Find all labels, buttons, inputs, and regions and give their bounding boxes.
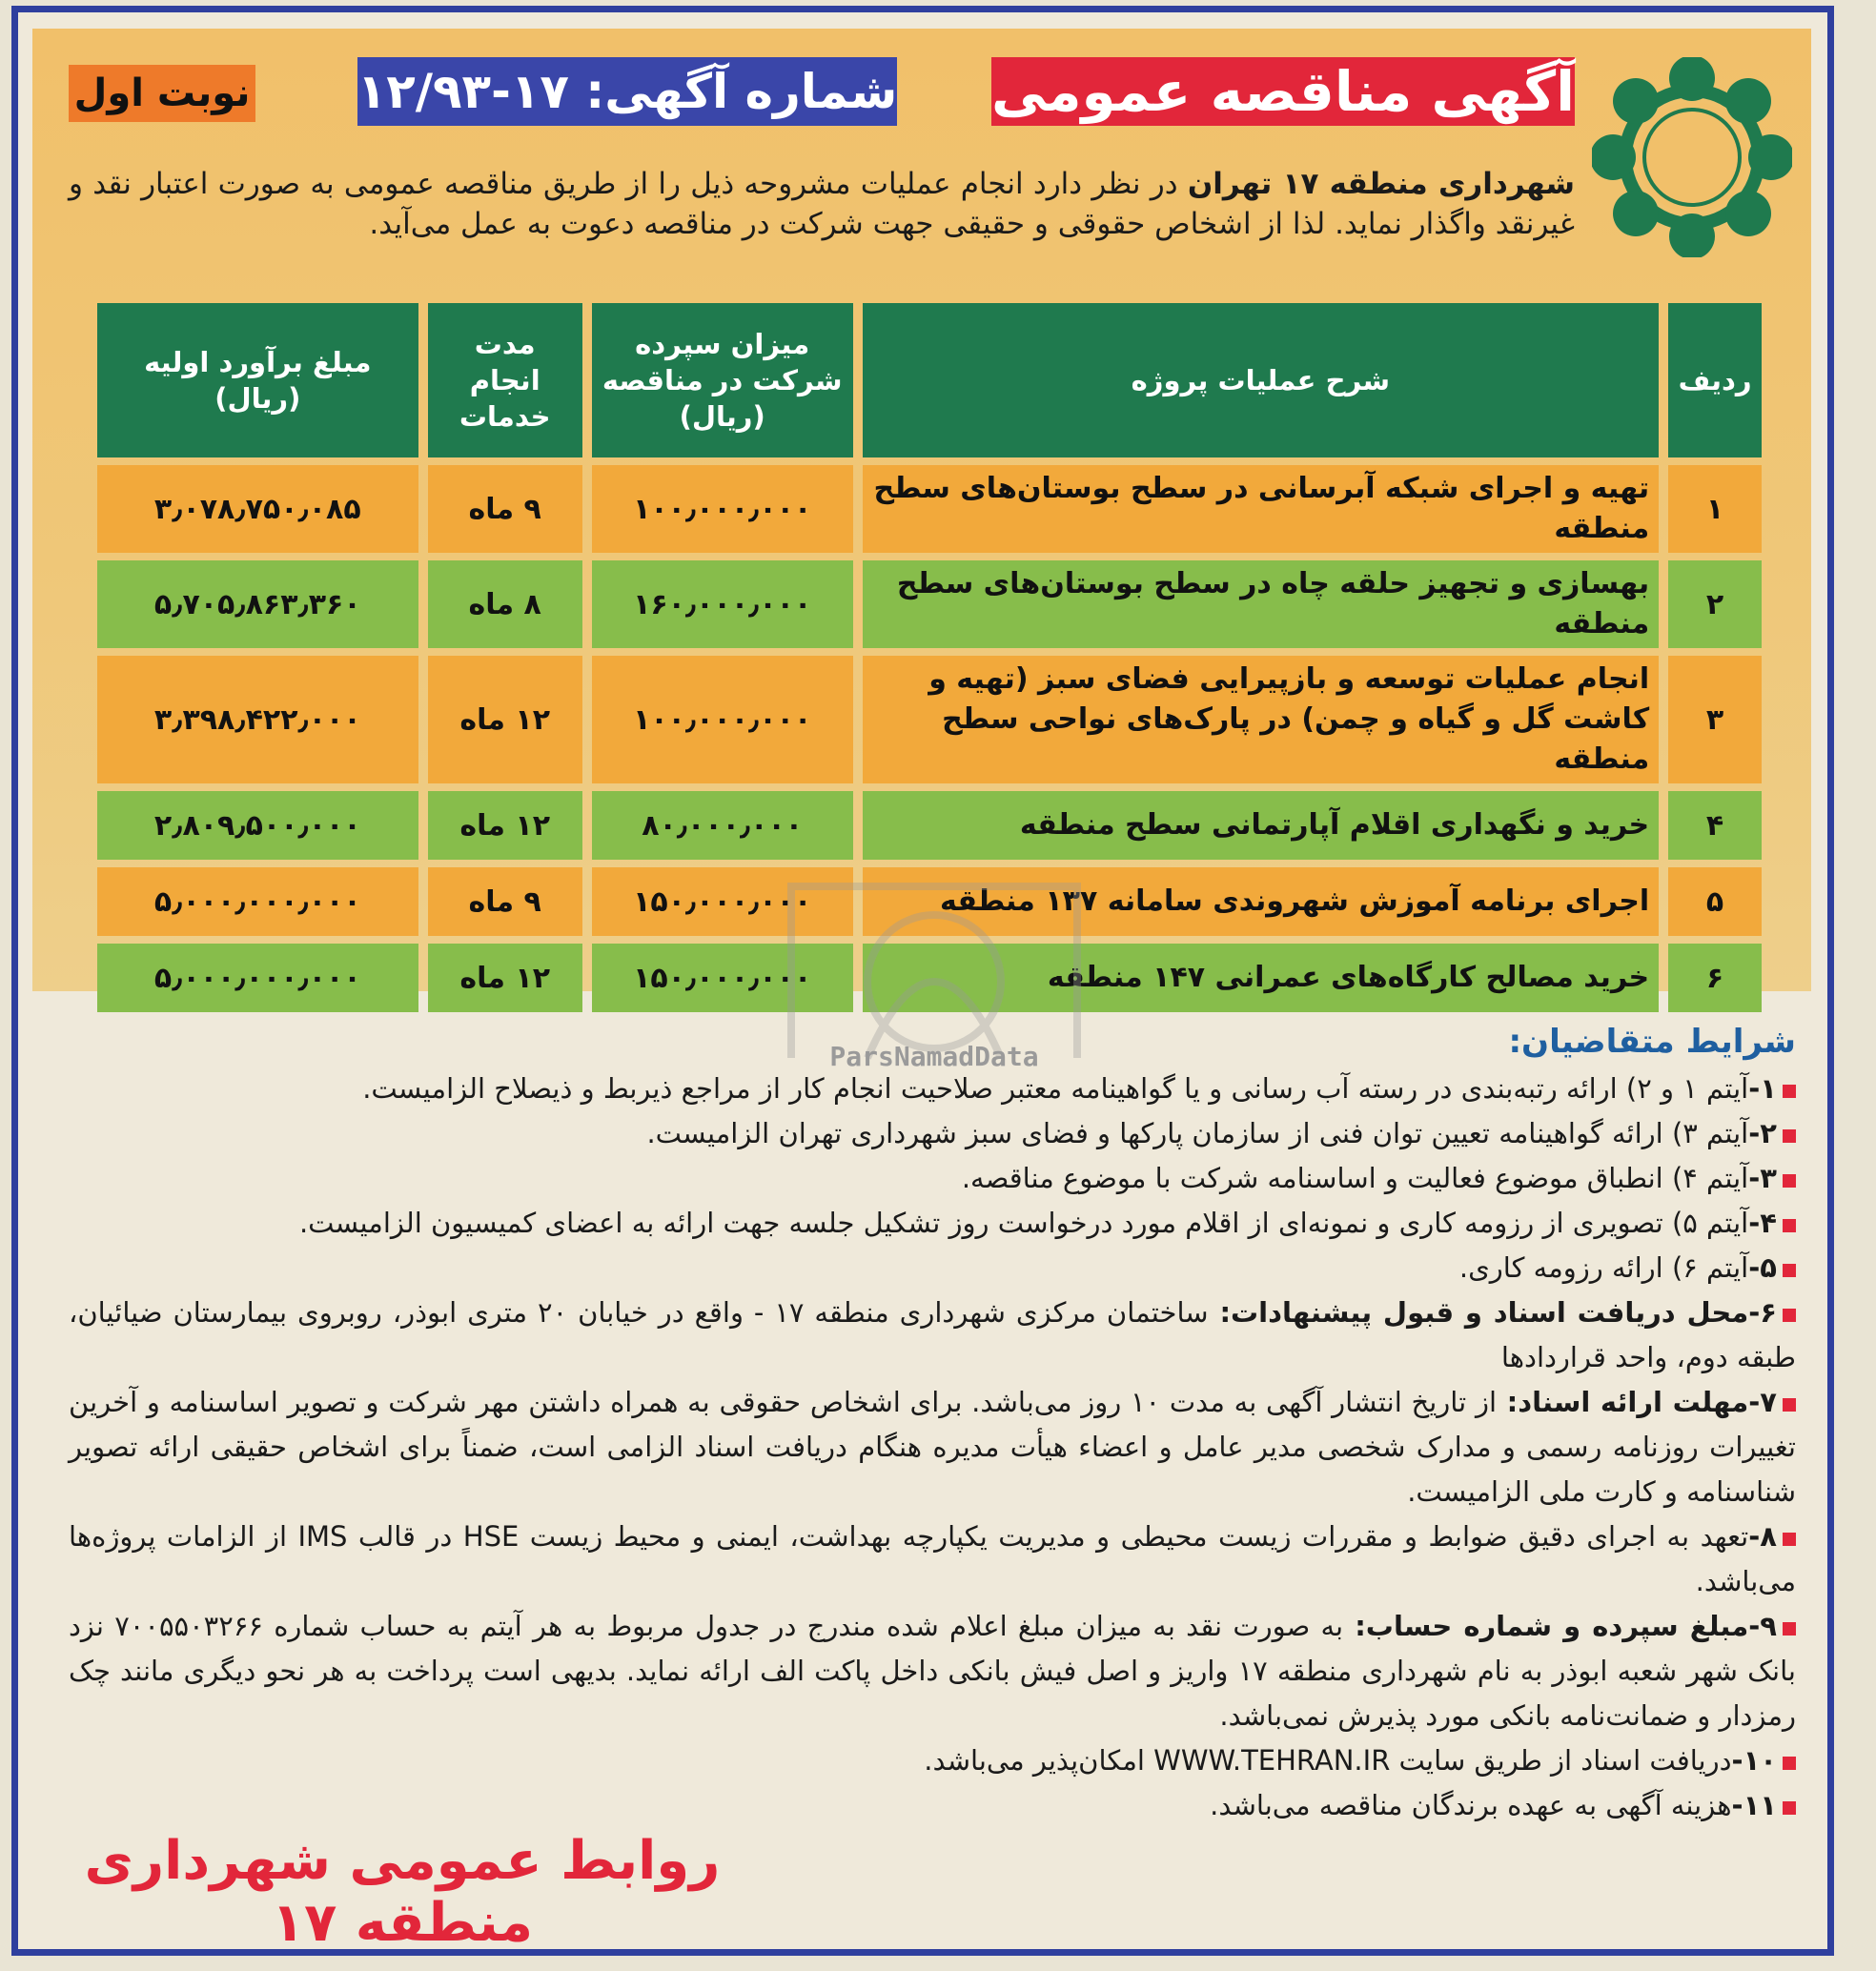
condition-text: به صورت نقد به میزان مبلغ اعلام شده مندرج در جدول مربوط به هر آیتم به حساب شماره ۷۰۰۵۵۰۳۲۶۶ نزد بانک شهر شعبه ابوذر به نام شهرداری منطقه ۱۷ واریز و اصل فیش بانکی داخل پاکت الف ارائه نماید. بدیهی است پرداخت به هر نحو دیگری مانند چک رمزدار و ضمانت‌نامه بانکی مورد پذیرش نمی‌باشد. [69, 1610, 1797, 1732]
condition-lead: مهلت ارائه اسناد: [1497, 1386, 1749, 1418]
cell-duration: ۱۲ ماه [428, 791, 582, 860]
table-row [97, 656, 1762, 783]
condition-text: هزینه آگهی به عهده برندگان مناقصه می‌باشد. [1210, 1789, 1732, 1821]
bullet-icon [1783, 1264, 1796, 1277]
cell-idx: ۲ [1668, 560, 1762, 648]
conditions-title: شرایط متقاضیان: [1508, 1023, 1796, 1061]
bullet-icon [1783, 1398, 1796, 1412]
cell-amount: ۵٫۰۰۰٫۰۰۰٫۰۰۰ [97, 867, 418, 936]
cell-duration: ۸ ماه [428, 560, 582, 648]
table-row [97, 560, 1762, 648]
condition-number: ۱۱- [1731, 1789, 1777, 1821]
public-relations-signature: روابط عمومی شهرداری منطقه ۱۷ [84, 1830, 721, 1954]
condition-item [69, 1246, 1796, 1290]
header-idx: ردیف [1668, 303, 1762, 457]
cell-desc: خرید مصالح کارگاه‌های عمرانی ۱۴۷ منطقه [863, 944, 1660, 1012]
bullet-icon [1783, 1309, 1796, 1322]
cell-deposit: ۸۰٫۰۰۰٫۰۰۰ [592, 791, 853, 860]
bullet-icon [1783, 1129, 1796, 1143]
bullet-icon [1783, 1757, 1796, 1770]
cell-idx: ۵ [1668, 867, 1762, 936]
cell-deposit: ۱۵۰٫۰۰۰٫۰۰۰ [592, 944, 853, 1012]
condition-lead: مبلغ سپرده و شماره حساب: [1343, 1610, 1749, 1642]
condition-text: آیتم ۱ و ۲) ارائه رتبه‌بندی در رسته آب رسانی و یا گواهینامه معتبر صلاحیت انجام کار از مراجع ذیربط و ذیصلاح الزامیست. [362, 1072, 1749, 1105]
cell-idx: ۱ [1668, 465, 1762, 553]
condition-item [69, 1290, 1796, 1380]
condition-text: آیتم ۶) ارائه رزومه کاری. [1458, 1251, 1749, 1284]
condition-text: دریافت اسناد از طریق سایت WWW.TEHRAN.IR امکان‌پذیر می‌باشد. [924, 1744, 1732, 1777]
condition-lead: محل دریافت اسناد و قبول پیشنهادات: [1208, 1296, 1749, 1329]
condition-number: ۱- [1748, 1072, 1777, 1105]
tender-title-banner: آگهی مناقصه عمومی [990, 59, 1576, 124]
watermark-text: ParsNamadData [829, 1041, 1039, 1072]
intro-org: شهرداری منطقه ۱۷ تهران [1187, 167, 1575, 201]
condition-text: از تاریخ انتشار آگهی به مدت ۱۰ روز می‌باشد. برای اشخاص حقوقی به همراه داشتن مهر شرکت و تصویر اساسنامه و آخرین تغییرات روزنامه رسمی و مدارک شخصی مدیر عامل و اعضاء هیأت مدیره هنگام دریافت اسناد الزامی است، ضمناً برای اشخاص حقیقی ارائه تصویر شناسنامه و کارت ملی الزامیست. [69, 1386, 1796, 1508]
condition-text: آیتم ۴) انطباق موضوع فعالیت و اساسنامه شرکت با موضوع مناقصه. [961, 1162, 1749, 1194]
condition-text: ساختمان مرکزی شهرداری منطقه ۱۷ - واقع در خیابان ۲۰ متری ابوذر، روبروی بیمارستان ضیائیان، طبقه دوم، واحد قراردادها [69, 1296, 1796, 1373]
conditions-section [69, 1020, 1796, 1828]
condition-item [69, 1783, 1796, 1828]
cell-deposit: ۱۵۰٫۰۰۰٫۰۰۰ [592, 867, 853, 936]
condition-text: تعهد به اجرای دقیق ضوابط و مقررات زیست محیطی و مدیریت یکپارچه بهداشت، ایمنی و محیط زیست HSE در قالب IMS از الزامات پروژه‌ها می‌باشد. [69, 1520, 1796, 1597]
bullet-icon [1783, 1533, 1796, 1546]
condition-number: ۶- [1748, 1296, 1777, 1329]
cell-amount: ۵٫۰۰۰٫۰۰۰٫۰۰۰ [97, 944, 418, 1012]
cell-deposit: ۱۶۰٫۰۰۰٫۰۰۰ [592, 560, 853, 648]
condition-number: ۴- [1748, 1207, 1777, 1239]
condition-item [69, 1738, 1796, 1783]
intro-paragraph [69, 164, 1575, 244]
condition-text: آیتم ۳) ارائه گواهینامه تعیین توان فنی از سازمان پارکها و فضای سبز شهرداری تهران الزامیست. [646, 1117, 1749, 1149]
cell-amount: ۲٫۸۰۹٫۵۰۰٫۰۰۰ [97, 791, 418, 860]
header-duration: مدت انجام خدمات [428, 303, 582, 457]
condition-number: ۱۰- [1731, 1744, 1777, 1777]
cell-desc: اجرای برنامه آموزش شهروندی سامانه ۱۳۷ منطقه [863, 867, 1660, 936]
ad-number-banner: شماره آگهی: ۱۷-۱۲/۹۳ [357, 57, 897, 126]
cell-deposit: ۱۰۰٫۰۰۰٫۰۰۰ [592, 656, 853, 783]
cell-duration: ۱۲ ماه [428, 656, 582, 783]
condition-number: ۹- [1748, 1610, 1777, 1642]
table-header-row [97, 303, 1762, 457]
turn-badge: نوبت اول [69, 65, 255, 122]
condition-number: ۸- [1748, 1520, 1777, 1553]
condition-item [69, 1380, 1796, 1514]
cell-duration: ۹ ماه [428, 465, 582, 553]
condition-number: ۳- [1748, 1162, 1777, 1194]
condition-item [69, 1604, 1796, 1738]
cell-desc: خرید و نگهداری اقلام آپارتمانی سطح منطقه [863, 791, 1660, 860]
cell-amount: ۵٫۷۰۵٫۸۶۳٫۳۶۰ [97, 560, 418, 648]
cell-amount: ۳٫۰۷۸٫۷۵۰٫۰۸۵ [97, 465, 418, 553]
tehran-municipality-logo-icon [1592, 57, 1792, 257]
cell-desc: تهیه و اجرای شبکه آبرسانی در سطح بوستان‌های سطح منطقه [863, 465, 1660, 553]
condition-text: آیتم ۵) تصویری از رزومه کاری و نمونه‌ای از اقلام مورد درخواست روز تشکیل جلسه جهت ارائه به اعضای کمیسیون الزامیست. [298, 1207, 1749, 1239]
condition-item [69, 1156, 1796, 1201]
cell-idx: ۶ [1668, 944, 1762, 1012]
cell-idx: ۳ [1668, 656, 1762, 783]
header-desc: شرح عملیات پروژه [863, 303, 1660, 457]
condition-number: ۲- [1748, 1117, 1777, 1149]
bullet-icon [1783, 1085, 1796, 1098]
header-amount: مبلغ برآورد اولیه (ریال) [97, 303, 418, 457]
header-deposit: میزان سپرده شرکت در مناقصه (ریال) [592, 303, 853, 457]
intro-body: در نظر دارد انجام عملیات مشروحه ذیل را از طریق مناقصه عمومی به صورت اعتبار نقد و غیرنقد واگذار نماید. لذا از اشخاص حقوقی و حقیقی جهت شرکت در مناقصه دعوت به عمل می‌آید. [69, 167, 1575, 241]
cell-desc: انجام عملیات توسعه و بازپیرایی فضای سبز (تهیه و کاشت گل و گیاه و چمن) در پارک‌های نواحی سطح منطقه [863, 656, 1660, 783]
cell-duration: ۹ ماه [428, 867, 582, 936]
bullet-icon [1783, 1801, 1796, 1815]
bullet-icon [1783, 1174, 1796, 1188]
table-row [97, 465, 1762, 553]
condition-item [69, 1111, 1796, 1156]
bullet-icon [1783, 1622, 1796, 1636]
condition-number: ۷- [1748, 1386, 1777, 1418]
cell-deposit: ۱۰۰٫۰۰۰٫۰۰۰ [592, 465, 853, 553]
condition-number: ۵- [1748, 1251, 1777, 1284]
cell-amount: ۳٫۳۹۸٫۴۲۲٫۰۰۰ [97, 656, 418, 783]
bullet-icon [1783, 1219, 1796, 1232]
condition-item [69, 1067, 1796, 1111]
cell-idx: ۴ [1668, 791, 1762, 860]
cell-desc: بهسازی و تجهیز حلقه چاه در سطح بوستان‌های سطح منطقه [863, 560, 1660, 648]
condition-item [69, 1201, 1796, 1246]
cell-duration: ۱۲ ماه [428, 944, 582, 1012]
condition-item [69, 1514, 1796, 1604]
